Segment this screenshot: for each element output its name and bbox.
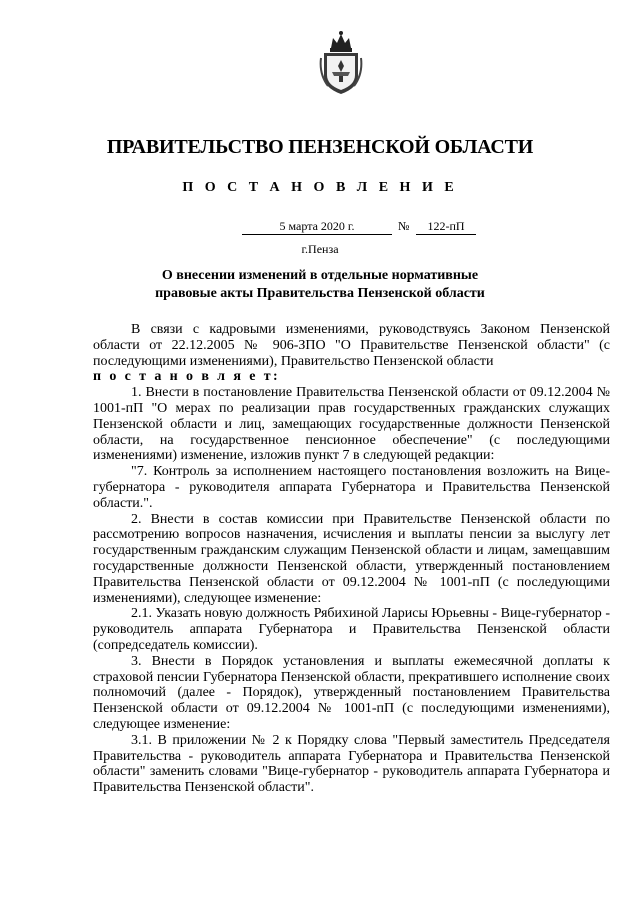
resolves-word: п о с т а н о в л я е т:: [93, 369, 281, 385]
coat-of-arms-icon: [318, 28, 364, 96]
intro-paragraph: В связи с кадровыми изменениями, руководствуясь Законом Пензенской области от 22.12.2005 № 906-ЗПО "О Правительстве Пензенской области" (с последующими изменениями), Правительство Пензенской области: [93, 322, 610, 369]
document-date: 5 марта 2020 г.: [279, 219, 355, 233]
document-type: П О С Т А Н О В Л Е Н И Е: [182, 180, 458, 195]
date-underline: [242, 234, 392, 235]
subject-line-2: правовые акты Правительства Пензенской области: [155, 286, 485, 301]
paragraph-3: 3. Внести в Порядок установления и выплаты ежемесячной доплаты к страховой пенсии Губернатора Пензенской области, прекратившего исполнение своих полномочий (далее - Порядок), утвержденный постановлением Правительства Пензенской области от 09.12.2004 № 1001-пП (с последующими изменениями), следующее изменение:: [93, 653, 610, 732]
paragraph-1: 1. Внести в постановление Правительства Пензенской области от 09.12.2004 № 1001-пП "О мерах по реализации прав государственных гражданских служащих Пензенской области и лиц, замещающих государственные должности Пензенской области, на государственное пенсионное обеспечение" (с последующими изменениями) изменение, изложив пункт 7 в следующей редакции:: [93, 385, 610, 464]
subject-line-1: О внесении изменений в отдельные нормативные: [161, 268, 479, 283]
government-title: ПРАВИТЕЛЬСТВО ПЕНЗЕНСКОЙ ОБЛАСТИ: [106, 136, 534, 158]
city: г.Пенза: [301, 242, 339, 256]
number-sign: №: [398, 219, 410, 233]
paragraph-1-quote: "7. Контроль за исполнением настоящего постановления возложить на Вице-губернатора - руководителя аппарата Губернатора и Правительства Пензенской области.".: [93, 464, 610, 511]
paragraph-3-1: 3.1. В приложении № 2 к Порядку слова "Первый заместитель Председателя Правительства - руководитель аппарата Губернатора и Правительства Пензенской области" заменить словами "Вице-губернатор - руководитель аппарата Губернатора и Правительства Пензенской области".: [93, 732, 610, 796]
document-number: 122-пП: [427, 219, 465, 233]
paragraph-2: 2. Внести в состав комиссии при Правительстве Пензенской области по рассмотрению вопросов назначения, исчисления и выплаты пенсии за выслугу лет государственным гражданским служащим Пензенской области и лицам, замещавшим государственные должности Пензенской области, утвержденный постановлением Правительства Пензенской области от 09.12.2004 № 1001-пП (с последующими изменениями), следующее изменение:: [93, 511, 610, 606]
document-subject: [0, 267, 640, 303]
date-number-row: [0, 219, 640, 237]
paragraph-2-1: 2.1. Указать новую должность Рябихиной Ларисы Юрьевны - Вице-губернатор - руководитель аппарата Губернатора и Правительства Пензенской области (сопредседатель комиссии).: [93, 606, 610, 653]
number-underline: [416, 234, 476, 235]
resolves-line: [93, 369, 610, 385]
document-body: [93, 322, 610, 796]
